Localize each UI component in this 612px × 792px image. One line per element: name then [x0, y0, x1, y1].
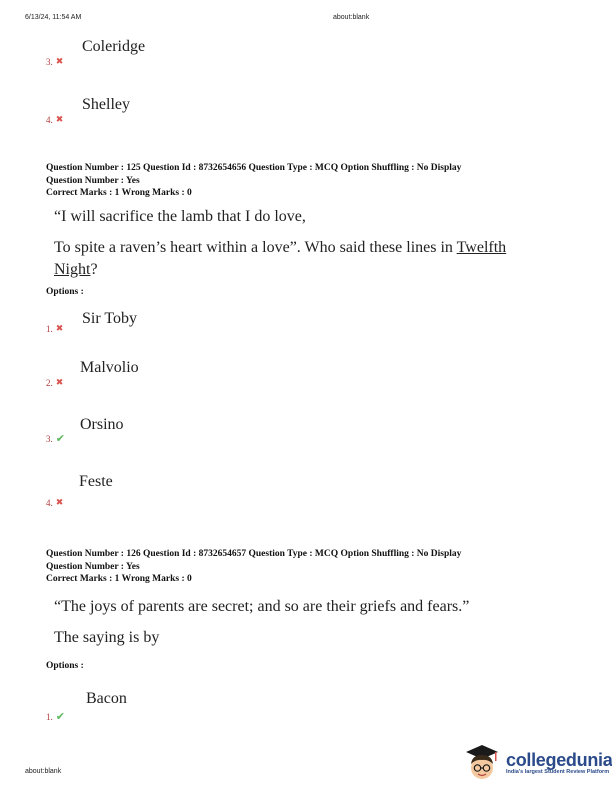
wrong-mark-icon: ✖	[55, 115, 64, 125]
logo-text	[506, 750, 612, 775]
wrong-mark-icon: ✖	[55, 498, 64, 508]
option-number	[46, 498, 63, 508]
question-line: “I will sacrifice the lamb that I do love,	[54, 208, 306, 225]
option-text: Malvolio	[80, 359, 139, 376]
meta-line: Question Number : 125 Question Id : 8732654656 Question Type : MCQ Option Shuffling : No Display	[46, 163, 462, 173]
question-line-text: To spite a raven’s heart within a love”. Who said these lines in	[54, 239, 457, 256]
correct-check-icon: ✔	[55, 432, 65, 445]
question-126-meta	[46, 548, 461, 586]
option-number	[46, 57, 63, 67]
option-number-label: 1.	[46, 324, 53, 334]
question-line: The saying is by	[54, 629, 160, 646]
question-125-text	[54, 206, 506, 281]
meta-line: Correct Marks : 1 Wrong Marks : 0	[46, 574, 192, 584]
play-title: Night	[54, 261, 91, 278]
graduate-face-icon	[462, 742, 502, 782]
option-text: Feste	[79, 473, 113, 490]
option-number	[46, 378, 63, 388]
wrong-mark-icon: ✖	[55, 324, 64, 334]
option-number-label: 1.	[46, 711, 53, 722]
option-text: Orsino	[80, 416, 124, 433]
collegedunia-logo	[462, 742, 612, 782]
print-datetime: 6/13/24, 11:54 AM	[25, 14, 82, 21]
print-url: about:blank	[333, 14, 370, 21]
question-line	[54, 259, 506, 281]
question-line	[54, 237, 506, 259]
meta-line: Question Number : Yes	[46, 561, 140, 572]
question-line-text: ?	[90, 261, 98, 278]
question-126-text	[54, 596, 469, 649]
option-number	[46, 710, 65, 723]
option-text: Bacon	[86, 690, 127, 707]
option-text: Sir Toby	[82, 310, 138, 327]
options-label: Options :	[46, 661, 84, 671]
correct-check-icon: ✔	[55, 710, 65, 723]
play-title: Twelfth	[456, 239, 507, 256]
meta-line: Question Number : 126 Question Id : 8732654657 Question Type : MCQ Option Shuffling : No Display	[46, 549, 462, 559]
option-number	[46, 432, 65, 445]
logo-brand: collegedunia	[506, 749, 612, 770]
option-number-label: 3.	[46, 433, 53, 444]
options-label: Options :	[46, 287, 84, 297]
option-number-label: 4.	[46, 115, 53, 125]
option-text: Coleridge	[82, 38, 146, 55]
option-text: Shelley	[82, 96, 130, 113]
wrong-mark-icon: ✖	[55, 57, 64, 67]
question-line: “The joys of parents are secret; and so are their griefs and fears.”	[54, 598, 470, 615]
option-number	[46, 115, 63, 125]
option-number-label: 2.	[46, 378, 53, 388]
meta-line: Correct Marks : 1 Wrong Marks : 0	[46, 188, 192, 198]
option-number-label: 3.	[46, 57, 53, 67]
option-number-label: 4.	[46, 498, 53, 508]
option-number	[46, 324, 63, 334]
wrong-mark-icon: ✖	[55, 378, 64, 388]
footer-url: about:blank	[25, 768, 62, 775]
logo-tagline: India's largest Student Review Platform	[506, 768, 610, 775]
meta-line: Question Number : Yes	[46, 175, 140, 186]
question-125-meta	[46, 162, 461, 200]
